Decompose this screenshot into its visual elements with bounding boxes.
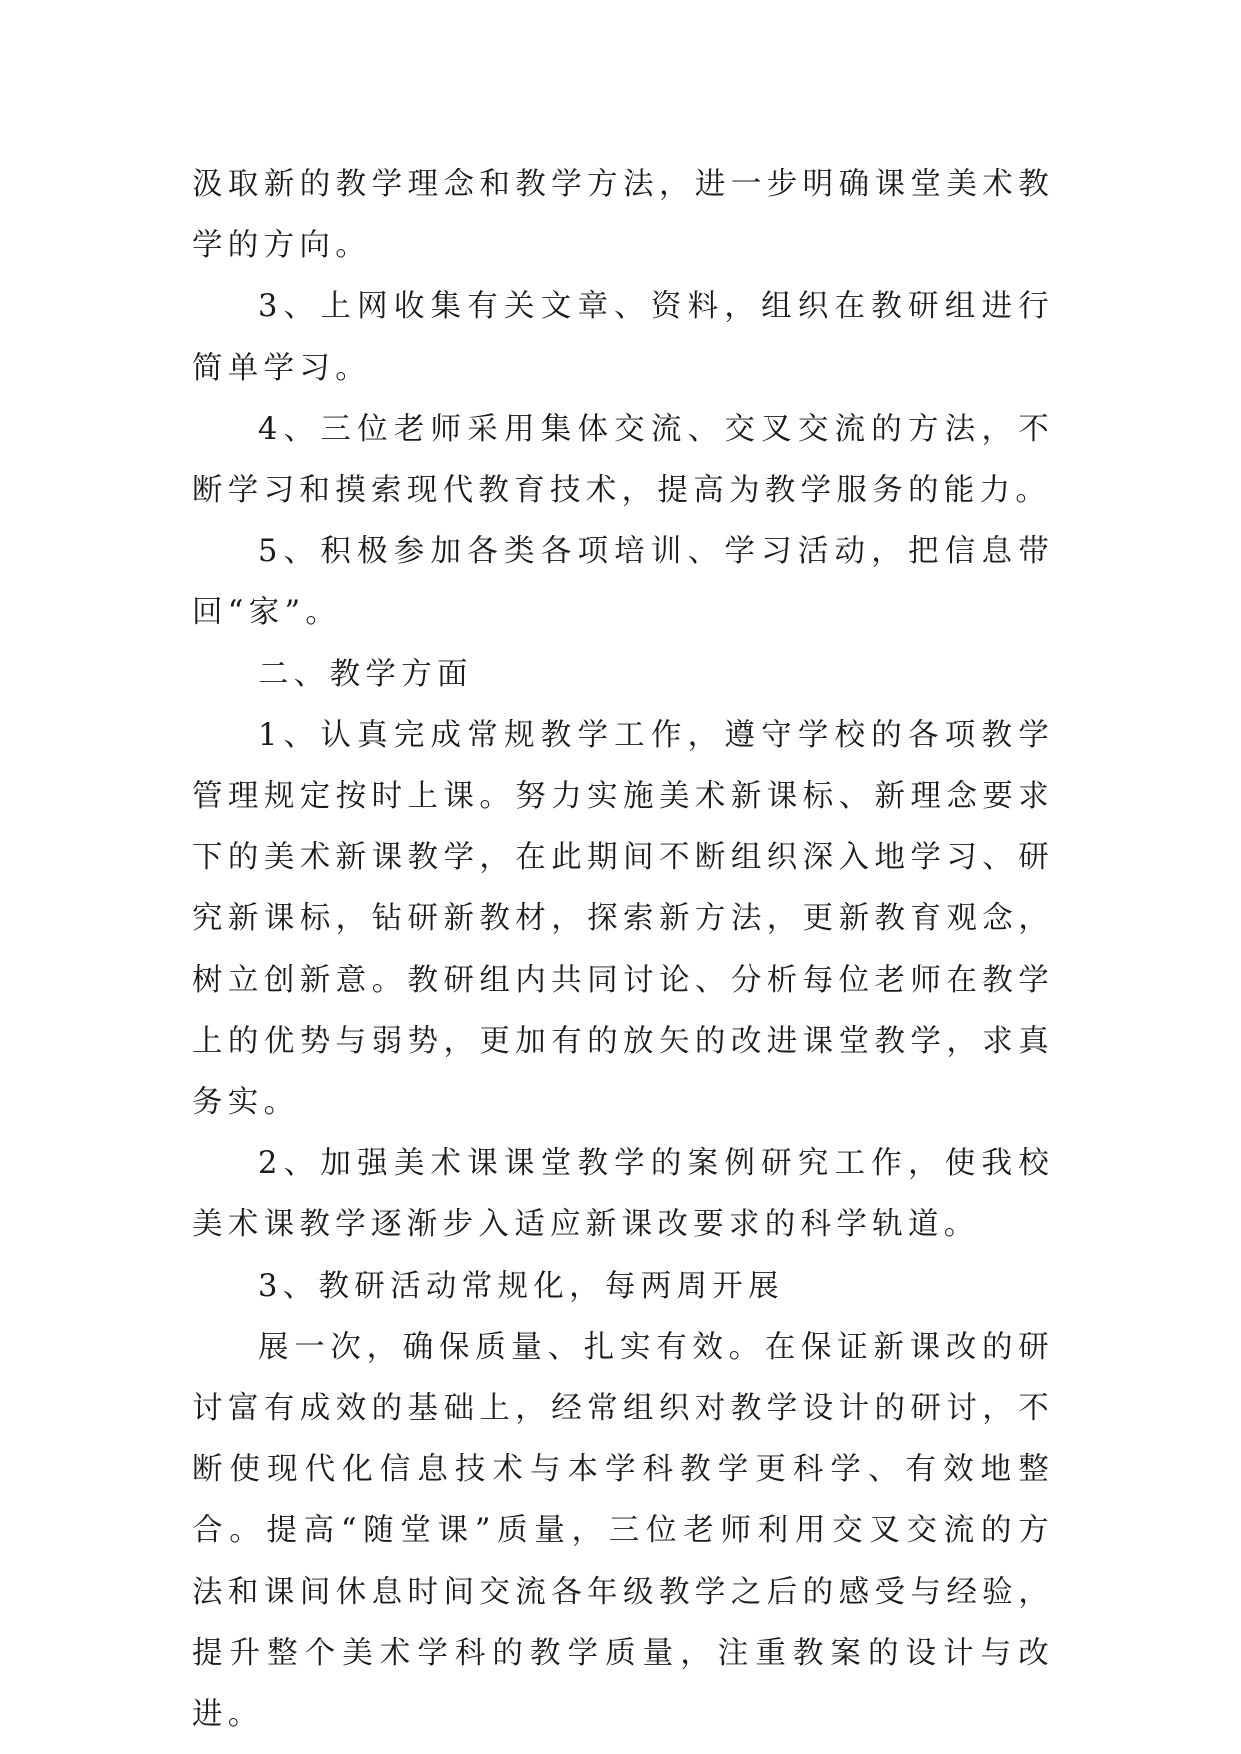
paragraph-7: 2、加强美术课课堂教学的案例研究工作，使我校美术课教学逐渐步入适应新课改要求的科学轨道。 [192,1146,1054,1243]
paragraph-2: 3、上网收集有关文章、资料，组织在教研组进行简单学习。 [192,289,1054,386]
paragraph-8: 3、教研活动常规化，每两周开展 [258,1268,784,1304]
paragraph-3: 4、三位老师采用集体交流、交叉交流的方法，不断学习和摸索现代教育技术，提高为教学服务的能力。 [192,411,1054,509]
section-heading: 二、教学方面 [258,656,473,692]
paragraph-6: 1、认真完成常规教学工作，遵守学校的各项教学管理规定按时上课。努力实施美术新课标、新理念要求下的美术新课教学，在此期间不断组织深入地学习、研究新课标，钻研新教材，探索新方法，更新教育观念，树立创新意。教研组内共同讨论、分析每位老师在教学上的优势与弱势，更加有的放矢的改进课堂教学，求真务实。 [192,717,1054,1121]
paragraph-4: 5、积极参加各类各项培训、学习活动，把信息带回“家”。 [192,534,1054,631]
paragraph-1: 汲取新的教学理念和教学方法，进一步明确课堂美术教学的方向。 [192,167,1054,264]
document-body [192,154,1054,1745]
paragraph-9: 展一次，确保质量、扎实有效。在保证新课改的研讨富有成效的基础上，经常组织对教学设计的研讨，不断使现代化信息技术与本学科教学更科学、有效地整合。提高“随堂课”质量，三位老师利用交叉交流的方法和课间休息时间交流各年级教学之后的感受与经验，提升整个美术学科的教学质量，注重教案的设计与改进。 [192,1329,1054,1733]
